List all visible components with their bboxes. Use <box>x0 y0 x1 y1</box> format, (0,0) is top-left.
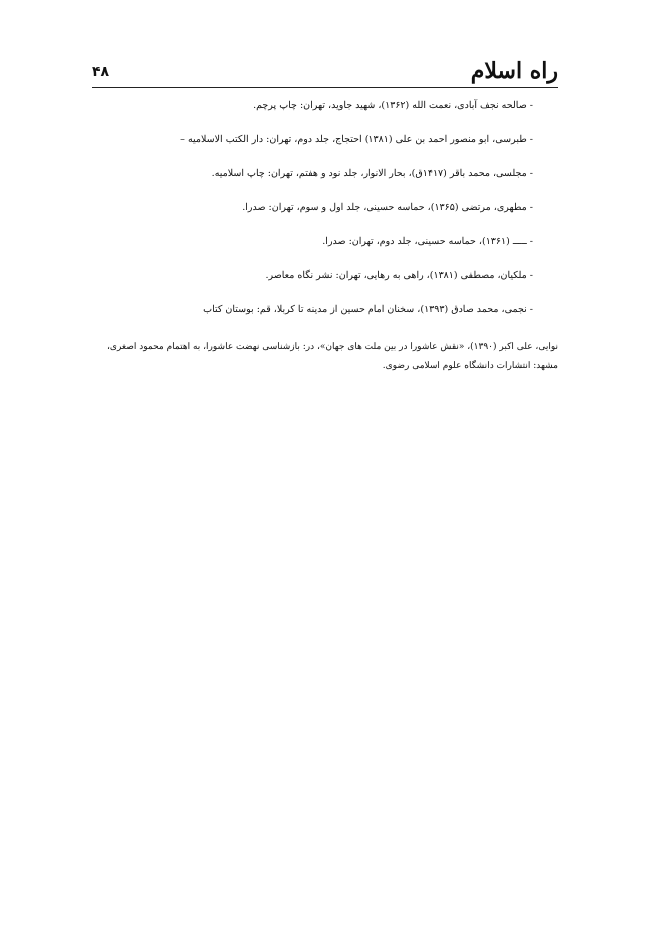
reference-entry: نوایی، علی اکبر (۱۳۹۰)، «نقش عاشورا در بین ملت های جهان»، در: بازشناسی نهضت عاشورا، به اهتمام محمود اصغری، مشهد: انتشارات دانشگاه علوم اسلامی رضوی. <box>107 342 558 371</box>
header-divider <box>92 87 558 88</box>
page-header <box>92 58 558 86</box>
reference-entry: - مجلسی، محمد باقر (۱۴۱۷ق)، بحار الانوار، جلد نود و هفتم، تهران: چاپ اسلامیه. <box>211 168 533 179</box>
reference-entry: - ملکیان، مصطفی (۱۳۸۱)، راهی به رهایی، تهران: نشر نگاه معاصر. <box>265 270 533 281</box>
reference-entry: - مطهری، مرتضی (۱۳۶۵)، حماسه حسینی، جلد اول و سوم، تهران: صدرا. <box>242 202 533 213</box>
page-number: ۴۸ <box>92 64 110 80</box>
reference-entry: - ـــــ (۱۳۶۱)، حماسه حسینی، جلد دوم، تهران: صدرا. <box>322 236 533 247</box>
reference-entry: - نجمی، محمد صادق (۱۳۹۳)، سخنان امام حسین از مدینه تا کربلا، قم: بوستان کتاب <box>203 304 533 315</box>
reference-entry: - طبرسی، ابو منصور احمد بن علی (۱۳۸۱) احتجاج، جلد دوم، تهران: دار الکتب الاسلامیه – <box>180 134 533 145</box>
reference-entry: - صالحه نجف آبادی، نعمت الله (۱۳۶۲)، شهید جاوید، تهران: چاپ پرچم. <box>253 100 533 111</box>
references-list <box>84 100 558 376</box>
journal-title: راه اسلام <box>470 58 558 84</box>
